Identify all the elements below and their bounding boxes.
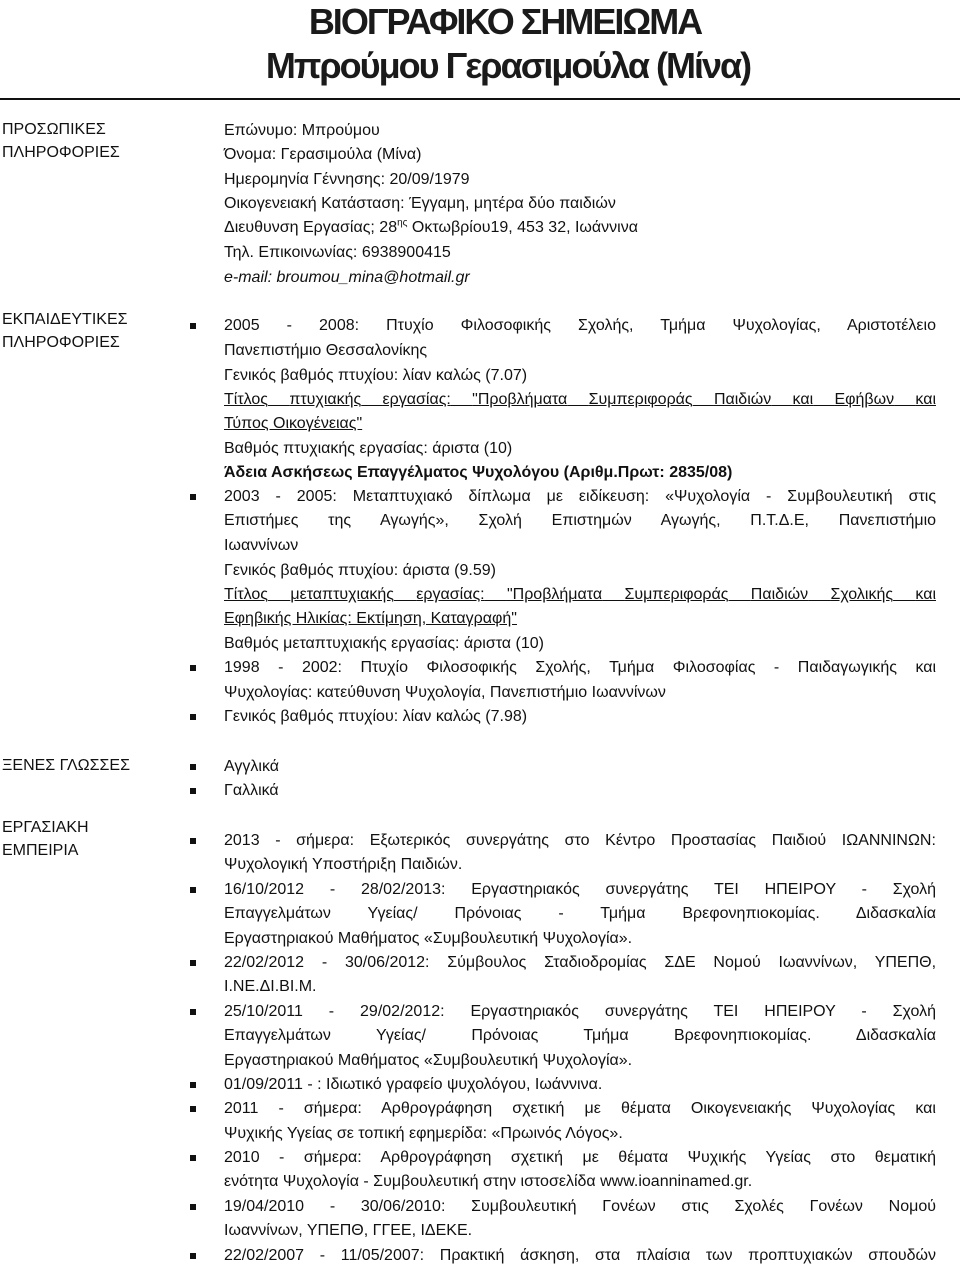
language-item: Αγγλικά bbox=[224, 758, 279, 775]
bullet bbox=[190, 960, 196, 966]
bullet bbox=[190, 1204, 196, 1210]
edu-line: Γενικός βαθμός πτυχίου: λίαν καλώς (7.98) bbox=[224, 708, 528, 725]
bullet bbox=[190, 838, 196, 844]
bullet bbox=[190, 494, 196, 500]
work-line: Ψυχολογική Υποστήριξη Παιδιών. bbox=[224, 856, 463, 873]
section-personal-heading: ΠΡΟΣΩΠΙΚΕΣ ΠΛΗΡΟΦΟΡΙΕΣ bbox=[2, 121, 120, 161]
edu-line: Επιστήμες της Αγωγής», Σχολή Επιστημών Αγωγής, Π.Τ.Δ.Ε, Πανεπιστήμιο bbox=[224, 512, 937, 529]
personal-phone: Τηλ. Επικοινωνίας: 6938900415 bbox=[224, 244, 451, 261]
work-line: 2010 - σήμερα: Αρθρογράφηση σχετική με θέματα Ψυχικής Υγείας στο θεματική bbox=[224, 1149, 937, 1166]
personal-family-status: Οικογενειακή Κατάσταση: Έγγαμη, μητέρα δύο παιδιών bbox=[224, 195, 616, 212]
personal-email: e-mail: broumou_mina@hotmail.gr bbox=[224, 269, 470, 286]
edu-line: 2003 - 2005: Μεταπτυχιακό δίπλωμα με ειδίκευση: «Ψυχολογία - Συμβουλευτική στις bbox=[224, 488, 937, 505]
work-line: 22/02/2007 - 11/05/2007: Πρακτική άσκηση, στα πλαίσια των προπτυχιακών σπουδών bbox=[224, 1247, 936, 1264]
work-line: Επαγγελμάτων Υγείας/ Πρόνοιας Τμήμα Βρεφονηπιοκομίας. Διδασκαλία bbox=[224, 1027, 937, 1044]
work-line: Ι.ΝΕ.ΔΙ.ΒΙ.Μ. bbox=[224, 978, 317, 995]
work-line: Ιωαννίνων, ΥΠΕΠΘ, ΓΓΕΕ, ΙΔΕΚΕ. bbox=[224, 1222, 473, 1239]
edu-line: Τύπος Οικογένειας" bbox=[224, 415, 363, 432]
edu-line: Βαθμός μεταπτυχιακής εργασίας: άριστα (10) bbox=[224, 635, 544, 652]
work-line: 01/09/2011 - : Ιδιωτικό γραφείο ψυχολόγου, Ιωάννινα. bbox=[224, 1076, 603, 1093]
personal-birth-date: Ημερομηνία Γέννησης: 20/09/1979 bbox=[224, 171, 470, 188]
personal-surname: Επώνυμο: Μπρούμου bbox=[224, 122, 380, 139]
bullet bbox=[190, 788, 196, 794]
title-divider bbox=[0, 98, 960, 100]
work-line: ενότητα Ψυχολογία - Συμβουλευτική στην ιστοσελίδα www.ioanninamed.gr. bbox=[224, 1173, 753, 1190]
edu-line: 2005 - 2008: Πτυχίο Φιλοσοφικής Σχολής, Τμήμα Ψυχολογίας, Αριστοτέλειο bbox=[224, 317, 936, 334]
work-line: Εργαστηριακού Μαθήματος «Συμβουλευτική Ψυχολογία». bbox=[224, 1052, 633, 1069]
person-name: Μπρούμου Γερασιμούλα (Μίνα) bbox=[265, 45, 751, 86]
bullet bbox=[190, 665, 196, 671]
edu-line: Τίτλος πτυχιακής εργασίας: "Προβλήματα Συμπεριφοράς Παιδιών και Εφήβων και bbox=[224, 391, 936, 408]
work-line: Ψυχικής Υγείας σε τοπική εφημερίδα: «Πρωινός Λόγος». bbox=[224, 1125, 623, 1142]
edu-line: Πανεπιστήμιο Θεσσαλονίκης bbox=[224, 342, 428, 359]
edu-line: Γενικός βαθμός πτυχίου: λίαν καλώς (7.07) bbox=[224, 367, 528, 384]
work-line: Επαγγελμάτων Υγείας/ Πρόνοιας - Τμήμα Βρεφονηπιοκομίας. Διδασκαλία bbox=[224, 905, 936, 922]
edu-line: Εφηβικής Ηλικίας: Εκτίμηση, Καταγραφή" bbox=[224, 610, 517, 627]
edu-line: Βαθμός πτυχιακής εργασίας: άριστα (10) bbox=[224, 440, 513, 457]
section-education-heading: ΕΚΠΑΙΔΕΥΤΙΚΕΣ ΠΛΗΡΟΦΟΡΙΕΣ bbox=[2, 311, 128, 351]
bullet bbox=[190, 1106, 196, 1112]
bullet bbox=[190, 764, 196, 770]
work-line: 2011 - σήμερα: Αρθρογράφηση σχετική με θέματα Οικογενειακής Ψυχολογίας και bbox=[224, 1100, 936, 1117]
edu-line: Τίτλος μεταπτυχιακής εργασίας: "Προβλήματα Συμπεριφοράς Παιδιών Σχολικής και bbox=[224, 586, 936, 603]
section-languages-heading: ΞΕΝΕΣ ΓΛΩΣΣΕΣ bbox=[2, 757, 130, 774]
edu-license: Άδεια Ασκήσεως Επαγγέλματος Ψυχολόγου (Αριθμ.Πρωτ: 2835/08) bbox=[224, 464, 733, 481]
bullet bbox=[190, 323, 196, 329]
bullet bbox=[190, 714, 196, 720]
work-line: 2013 - σήμερα: Εξωτερικός συνεργάτης στο Κέντρο Προστασίας Παιδιού ΙΩΑΝΝΙΝΩΝ: bbox=[224, 832, 936, 849]
personal-work-address: Διευθυνση Εργασίας; $28^{\eta\varsigma}$ Οκτωβρίου19, 453 32, Ιωάννινα bbox=[224, 217, 638, 236]
bullet bbox=[190, 1082, 196, 1088]
bullet bbox=[190, 1155, 196, 1161]
edu-line: 1998 - 2002: Πτυχίο Φιλοσοφικής Σχολής, Τμήμα Φιλοσοφίας - Παιδαγωγικής και bbox=[224, 659, 937, 676]
section-work-heading: ΕΡΓΑΣΙΑΚΗ ΕΜΠΕΙΡΙΑ bbox=[2, 819, 89, 859]
bullet bbox=[190, 887, 196, 893]
work-line: 16/10/2012 - 28/02/2013: Εργαστηριακός συνεργάτης ΤΕΙ ΗΠΕΙΡΟΥ - Σχολή bbox=[224, 881, 937, 898]
edu-line: Ιωαννίνων bbox=[224, 537, 299, 554]
edu-line: Ψυχολογίας: κατεύθυνση Ψυχολογία, Πανεπιστήμιο Ιωαννίνων bbox=[224, 684, 666, 701]
document-title: ΒΙΟΓΡΑΦΙΚΟ ΣΗΜΕΙΩΜΑ bbox=[308, 1, 702, 42]
work-line: 25/10/2011 - 29/02/2012: Εργαστηριακός συνεργάτης ΤΕΙ ΗΠΕΙΡΟΥ - Σχολή bbox=[224, 1003, 936, 1020]
work-line: 19/04/2010 - 30/06/2010: Συμβουλευτική Γονέων στις Σχολές Γονέων Νομού bbox=[224, 1198, 936, 1215]
bullet bbox=[190, 1253, 196, 1259]
work-line: Εργαστηριακού Μαθήματος «Συμβουλευτική Ψυχολογία». bbox=[224, 930, 633, 947]
bullet bbox=[190, 1009, 196, 1015]
edu-line: Γενικός βαθμός πτυχίου: άριστα (9.59) bbox=[224, 562, 496, 579]
personal-first-name: Όνομα: Γερασιμούλα (Μίνα) bbox=[224, 146, 422, 163]
language-item: Γαλλικά bbox=[224, 782, 279, 799]
work-line: 22/02/2012 - 30/06/2012: Σύμβουλος Σταδιοδρομίας ΣΔΕ Νομού Ιωαννίνων, ΥΠΕΠΘ, bbox=[224, 954, 937, 971]
